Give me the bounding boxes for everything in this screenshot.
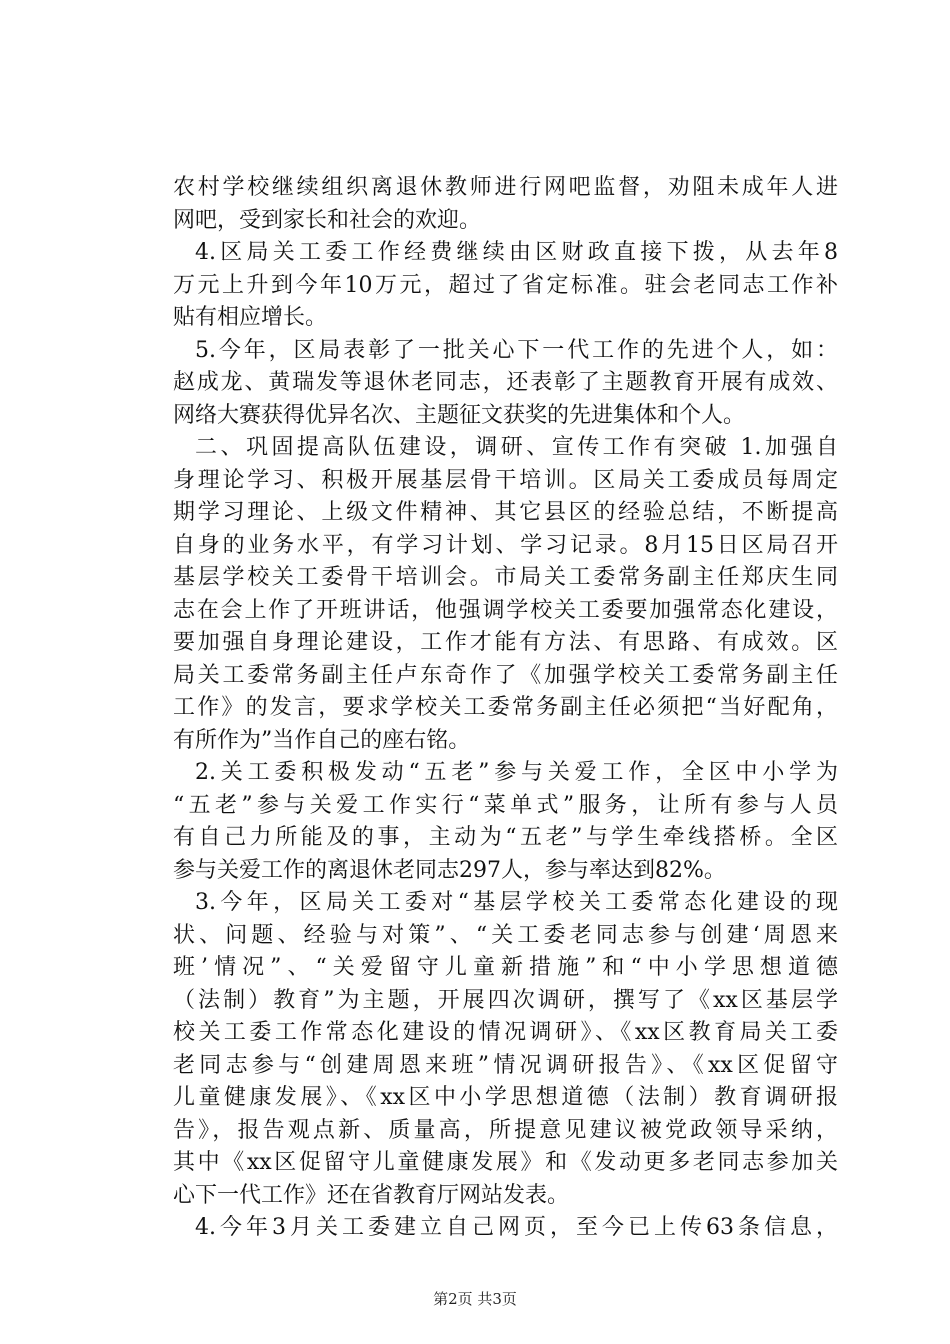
text-line: 农村学校继续组织离退休教师进行网吧监督，劝阻未成年人进 <box>173 175 838 200</box>
text-line: 贴有相应增长。 <box>173 305 328 330</box>
text-line: 有所作为”当作自己的座右铭。 <box>173 727 471 753</box>
text-line: 基层学校关工委骨干培训会。市局关工委常务副主任郑庆生同 <box>173 565 838 590</box>
text-line: 网络大赛获得优异名次、主题征文获奖的先进集体和个人。 <box>173 402 746 428</box>
text-line: 心下一代工作》还在省教育厅网站发表。 <box>173 1182 570 1208</box>
text-line: 告》，报告观点新、质量高，所提意见建议被党政领导采纳， <box>173 1117 838 1143</box>
page-footer: 第2页 共3页 <box>433 1290 517 1308</box>
text-line: 3.今年，区局关工委对“基层学校关工委常态化建设的现 <box>195 890 838 915</box>
text-line: 其中《xx区促留守儿童健康发展》和《发动更多老同志参加关 <box>173 1150 838 1175</box>
text-line: 万元上升到今年10万元，超过了省定标准。驻会老同志工作补 <box>173 272 838 298</box>
text-line: 工作》的发言，要求学校关工委常务副主任必须把“当好配角， <box>173 695 838 720</box>
text-line: 志在会上作了开班讲话，他强调学校关工委要加强常态化建设， <box>173 597 838 623</box>
text-line: 2.关工委积极发动“五老”参与关爱工作，全区中小学为 <box>195 760 838 785</box>
text-line: 5.今年，区局表彰了一批关心下一代工作的先进个人，如： <box>195 337 838 363</box>
text-line: 儿童健康发展》、《xx区中小学思想道德（法制）教育调研报 <box>173 1085 838 1110</box>
text-line: 身理论学习、积极开展基层骨干培训。区局关工委成员每周定 <box>173 467 838 493</box>
document-body <box>173 172 838 1245</box>
text-line: 校关工委工作常态化建设的情况调研》、《xx区教育局关工委 <box>173 1020 838 1045</box>
text-line: 期学习理论、上级文件精神、其它县区的经验总结，不断提高 <box>173 500 838 525</box>
text-line: 状、问题、经验与对策”、“关工委老同志参与创建‘周恩来 <box>173 922 838 948</box>
text-line: 4.区局关工委工作经费继续由区财政直接下拨，从去年8 <box>195 240 838 265</box>
text-line: 4.今年3月关工委建立自己网页，至今已上传63条信息， <box>195 1215 838 1240</box>
text-line: 局关工委常务副主任卢东奇作了《加强学校关工委常务副主任 <box>173 662 838 688</box>
text-line: 二、巩固提高队伍建设，调研、宣传工作有突破 1.加强自 <box>195 435 838 460</box>
text-line: 自身的业务水平，有学习计划、学习记录。8月15日区局召开 <box>173 532 838 558</box>
text-line: 老同志参与“创建周恩来班”情况调研报告》、《xx区促留守 <box>173 1052 838 1078</box>
text-line: 要加强自身理论建设，工作才能有方法、有思路、有成效。区 <box>173 630 838 655</box>
text-line: 班’情况”、“关爱留守儿童新措施”和“中小学思想道德 <box>173 955 838 980</box>
text-line: 有自己力所能及的事，主动为“五老”与学生牵线搭桥。全区 <box>173 825 838 850</box>
text-line: 赵成龙、黄瑞发等退休老同志，还表彰了主题教育开展有成效、 <box>173 370 838 395</box>
text-line: 参与关爱工作的离退休老同志297人，参与率达到82%。 <box>173 857 726 883</box>
text-line: 网吧，受到家长和社会的欢迎。 <box>173 207 482 233</box>
text-line: （法制）教育”为主题，开展四次调研，撰写了《xx区基层学 <box>173 987 838 1013</box>
text-line: “五老”参与关爱工作实行“菜单式”服务，让所有参与人员 <box>173 792 838 818</box>
